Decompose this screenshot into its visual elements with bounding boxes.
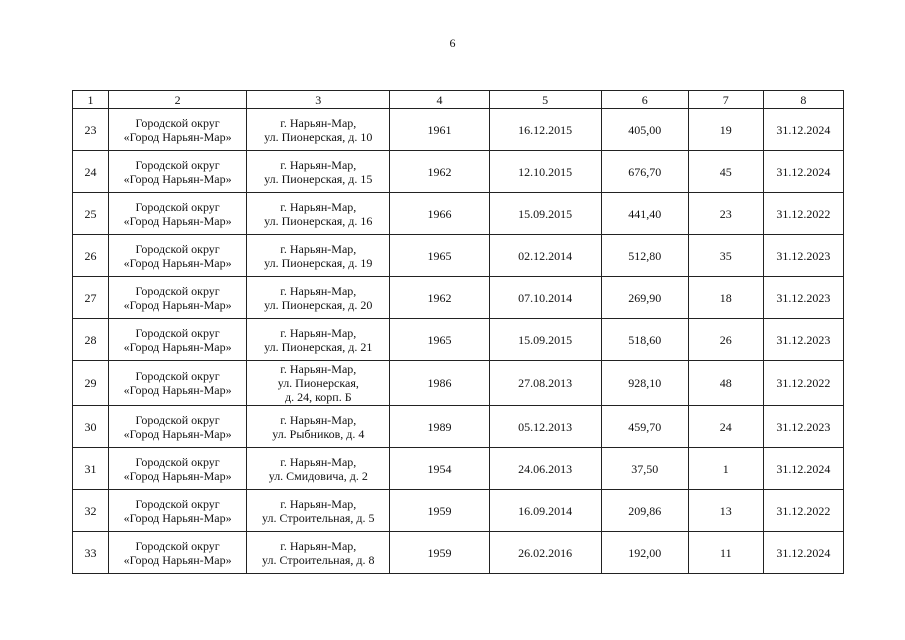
municipality-cell-line: «Город Нарьян-Мар» [123,552,232,567]
date-cell: 24.06.2013 [489,448,601,490]
people-cell: 26 [688,319,763,361]
municipality-cell-line: Городской округ [135,538,220,553]
address-cell [247,277,390,319]
table-row [73,448,844,490]
area-cell: 928,10 [601,361,688,406]
address-cell [247,151,390,193]
row-number-cell: 26 [73,235,109,277]
area-cell: 676,70 [601,151,688,193]
address-cell [247,490,390,532]
municipality-cell-line: «Город Нарьян-Мар» [123,510,232,525]
address-cell-line: ул. Пионерская, д. 20 [264,297,373,312]
table-row [73,235,844,277]
year-cell: 1966 [390,193,489,235]
year-cell: 1959 [390,490,489,532]
date-cell: 07.10.2014 [489,277,601,319]
table-body [73,91,844,574]
address-cell-line: г. Нарьян-Мар, [280,362,357,376]
address-cell-line: ул. Смидовича, д. 2 [268,468,368,483]
municipality-cell-line: Городской округ [135,454,220,469]
municipality-cell-line: «Город Нарьян-Мар» [123,383,232,397]
address-cell [247,235,390,277]
header-cell-5: 5 [489,91,601,109]
municipality-cell [109,490,247,532]
row-number-cell: 23 [73,109,109,151]
header-cell-7: 7 [688,91,763,109]
deadline-cell: 31.12.2023 [763,319,843,361]
year-cell: 1961 [390,109,489,151]
address-cell-line: ул. Пионерская, д. 16 [264,213,373,228]
municipality-cell [109,361,247,406]
people-cell: 18 [688,277,763,319]
address-cell-line: г. Нарьян-Мар, [280,538,357,553]
table-row [73,151,844,193]
year-cell: 1959 [390,532,489,574]
row-number-cell: 30 [73,406,109,448]
address-cell-line: г. Нарьян-Мар, [280,412,357,427]
table-row [73,277,844,319]
people-cell: 24 [688,406,763,448]
municipality-cell-line: «Город Нарьян-Мар» [123,129,232,144]
year-cell: 1962 [390,277,489,319]
header-row [73,91,844,109]
area-cell: 192,00 [601,532,688,574]
deadline-cell: 31.12.2023 [763,277,843,319]
address-cell-line: ул. Строительная, д. 5 [262,510,375,525]
area-cell: 518,60 [601,319,688,361]
row-number-cell: 32 [73,490,109,532]
municipality-cell [109,235,247,277]
municipality-cell-line: Городской округ [135,496,220,511]
municipality-cell-line: Городской округ [135,199,220,214]
date-cell: 12.10.2015 [489,151,601,193]
date-cell: 02.12.2014 [489,235,601,277]
row-number-cell: 27 [73,277,109,319]
address-cell-line: ул. Пионерская, д. 19 [264,255,373,270]
area-cell: 405,00 [601,109,688,151]
table-row [73,532,844,574]
deadline-cell: 31.12.2024 [763,151,843,193]
area-cell: 459,70 [601,406,688,448]
municipality-cell-line: Городской округ [135,157,220,172]
header-cell-3: 3 [247,91,390,109]
row-number-cell: 28 [73,319,109,361]
date-cell: 27.08.2013 [489,361,601,406]
address-cell [247,532,390,574]
header-cell-2: 2 [109,91,247,109]
housing-registry-table [72,90,844,574]
date-cell: 15.09.2015 [489,319,601,361]
deadline-cell: 31.12.2022 [763,490,843,532]
people-cell: 11 [688,532,763,574]
municipality-cell-line: «Город Нарьян-Мар» [123,171,232,186]
address-cell [247,448,390,490]
people-cell: 23 [688,193,763,235]
date-cell: 05.12.2013 [489,406,601,448]
municipality-cell [109,277,247,319]
municipality-cell-line: Городской округ [135,115,220,130]
municipality-cell-line: Городской округ [135,369,220,383]
municipality-cell [109,193,247,235]
table-row [73,319,844,361]
municipality-cell-line: Городской округ [135,283,220,298]
table-row [73,361,844,406]
table-row [73,490,844,532]
year-cell: 1986 [390,361,489,406]
address-cell-line: ул. Рыбников, д. 4 [272,426,365,441]
area-cell: 269,90 [601,277,688,319]
address-cell-line: ул. Пионерская, д. 15 [264,171,373,186]
people-cell: 13 [688,490,763,532]
municipality-cell [109,319,247,361]
year-cell: 1965 [390,235,489,277]
people-cell: 45 [688,151,763,193]
table-row [73,406,844,448]
deadline-cell: 31.12.2024 [763,448,843,490]
municipality-cell-line: Городской округ [135,412,220,427]
address-cell [247,109,390,151]
year-cell: 1965 [390,319,489,361]
deadline-cell: 31.12.2022 [763,361,843,406]
deadline-cell: 31.12.2022 [763,193,843,235]
address-cell-line: г. Нарьян-Мар, [280,157,357,172]
municipality-cell [109,109,247,151]
address-cell-line: ул. Пионерская, д. 21 [264,339,373,354]
address-cell-line: д. 24, корп. Б [284,390,352,404]
deadline-cell: 31.12.2024 [763,532,843,574]
municipality-cell-line: «Город Нарьян-Мар» [123,213,232,228]
row-number-cell: 29 [73,361,109,406]
area-cell: 512,80 [601,235,688,277]
people-cell: 19 [688,109,763,151]
address-cell-line: ул. Пионерская, [277,376,359,390]
row-number-cell: 31 [73,448,109,490]
year-cell: 1989 [390,406,489,448]
address-cell [247,193,390,235]
year-cell: 1954 [390,448,489,490]
address-cell-line: г. Нарьян-Мар, [280,496,357,511]
deadline-cell: 31.12.2024 [763,109,843,151]
date-cell: 15.09.2015 [489,193,601,235]
people-cell: 35 [688,235,763,277]
address-cell [247,406,390,448]
row-number-cell: 24 [73,151,109,193]
municipality-cell-line: Городской округ [135,325,220,340]
municipality-cell [109,532,247,574]
deadline-cell: 31.12.2023 [763,235,843,277]
municipality-cell-line: Городской округ [135,241,220,256]
address-cell [247,361,390,406]
address-cell-line: г. Нарьян-Мар, [280,115,357,130]
people-cell: 48 [688,361,763,406]
row-number-cell: 33 [73,532,109,574]
year-cell: 1962 [390,151,489,193]
address-cell [247,319,390,361]
address-cell-line: г. Нарьян-Мар, [280,283,357,298]
address-cell-line: ул. Строительная, д. 8 [262,552,375,567]
municipality-cell [109,448,247,490]
municipality-cell-line: «Город Нарьян-Мар» [123,339,232,354]
address-cell-line: г. Нарьян-Мар, [280,199,357,214]
date-cell: 16.12.2015 [489,109,601,151]
table-row [73,193,844,235]
address-cell-line: г. Нарьян-Мар, [280,454,357,469]
date-cell: 26.02.2016 [489,532,601,574]
municipality-cell [109,406,247,448]
date-cell: 16.09.2014 [489,490,601,532]
row-number-cell: 25 [73,193,109,235]
deadline-cell: 31.12.2023 [763,406,843,448]
people-cell: 1 [688,448,763,490]
table-row [73,109,844,151]
header-cell-8: 8 [763,91,843,109]
header-cell-1: 1 [73,91,109,109]
header-cell-4: 4 [390,91,489,109]
municipality-cell-line: «Город Нарьян-Мар» [123,255,232,270]
area-cell: 441,40 [601,193,688,235]
address-cell-line: г. Нарьян-Мар, [280,241,357,256]
address-cell-line: ул. Пионерская, д. 10 [264,129,373,144]
page-number: 6 [449,36,456,50]
municipality-cell-line: «Город Нарьян-Мар» [123,468,232,483]
area-cell: 37,50 [601,448,688,490]
address-cell-line: г. Нарьян-Мар, [280,325,357,340]
municipality-cell-line: «Город Нарьян-Мар» [123,297,232,312]
municipality-cell [109,151,247,193]
header-cell-6: 6 [601,91,688,109]
area-cell: 209,86 [601,490,688,532]
municipality-cell-line: «Город Нарьян-Мар» [123,426,232,441]
